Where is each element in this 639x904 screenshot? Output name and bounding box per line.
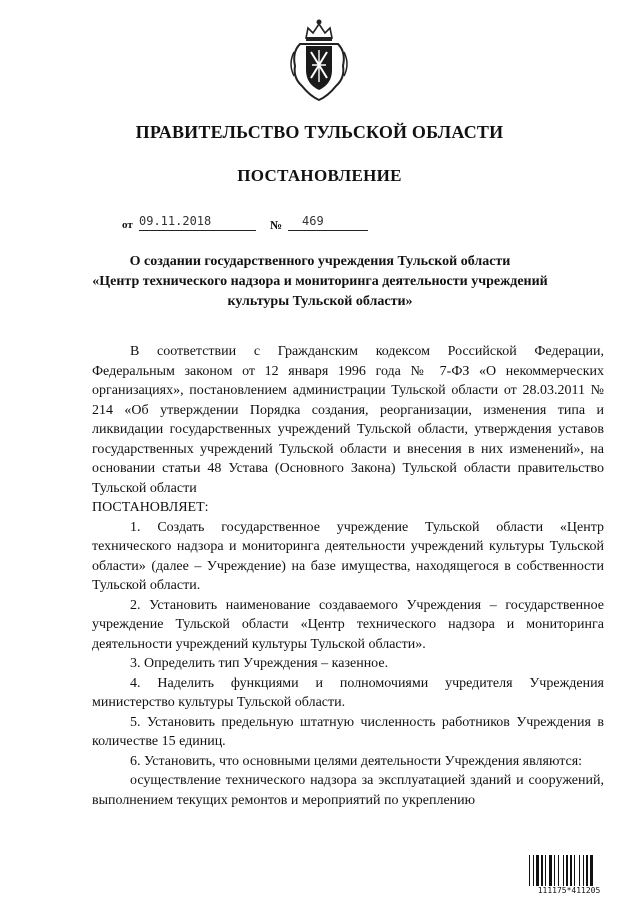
paragraph-item-6: 6. Установить, что основными целями деятельности Учреждения являются: (130, 753, 583, 769)
barcode-number: 111175*411205 (528, 886, 610, 895)
paragraph-goal: осуществление технического надзора за эксплуатацией зданий и сооружений, выполнением текущих ремонтов и мероприятий по укреплению (92, 773, 604, 808)
paragraph-item-5: 5. Установить предельную штатную численность работников Учреждения в количестве 15 единиц. (92, 714, 604, 749)
barcode-icon (528, 855, 610, 895)
paragraph-item-2: 2. Установить наименование создаваемого Учреждения – государственное учреждение Тульской области «Центр технического надзора и мониторинга деятельности учреждений культуры Тульской области». (92, 597, 604, 652)
document-body (92, 342, 604, 810)
heading-line: «Центр технического надзора и мониторинга деятельности учреждений (92, 274, 548, 289)
heading-line: О создании государственного учреждения Тульской области (129, 254, 511, 269)
document-type: ПОСТАНОВЛЕНИЕ (237, 166, 402, 185)
paragraph-preamble: В соответствии с Гражданским кодексом Российской Федерации, Федеральным законом от 12 января 1996 года № 7-ФЗ «О некоммерческих организациях», постановлением администрации Тульской области от 28.03.2011 № 214 «Об утверждении Порядка создания, реорганизации, изменения типа и ликвидации государственных учреждений Тульской области, утверждения уставов государственных учреждений Тульской области и внесения в них изменений», на основании статьи 48 Устава (Основного Закона) Тульской области правительство Тульской области (92, 344, 604, 496)
document-date: 09.11.2018 (139, 214, 212, 228)
paragraph-item-4: 4. Наделить функциями и полномочиями учредителя Учреждения министерство культуры Тульской области. (92, 675, 604, 710)
paragraph-item-1: 1. Создать государственное учреждение Тульской области «Центр технического надзора и мониторинга деятельности учреждений культуры Тульской области» (далее – Учреждение) на базе имущества, находящегося в собственности Тульской области. (92, 519, 604, 593)
date-underline (139, 230, 256, 231)
government-title: ПРАВИТЕЛЬСТВО ТУЛЬСКОЙ ОБЛАСТИ (135, 122, 504, 142)
tula-coat-of-arms-icon (284, 18, 354, 102)
document-heading (60, 252, 580, 312)
number-label: № (270, 218, 283, 232)
heading-line: культуры Тульской области» (227, 294, 413, 309)
number-underline (288, 230, 368, 231)
date-label: от (122, 219, 133, 231)
paragraph-resolves: ПОСТАНОВЛЯЕТ: (92, 500, 209, 515)
document-number: 469 (302, 214, 324, 228)
paragraph-item-3: 3. Определить тип Учреждения – казенное. (130, 656, 389, 671)
